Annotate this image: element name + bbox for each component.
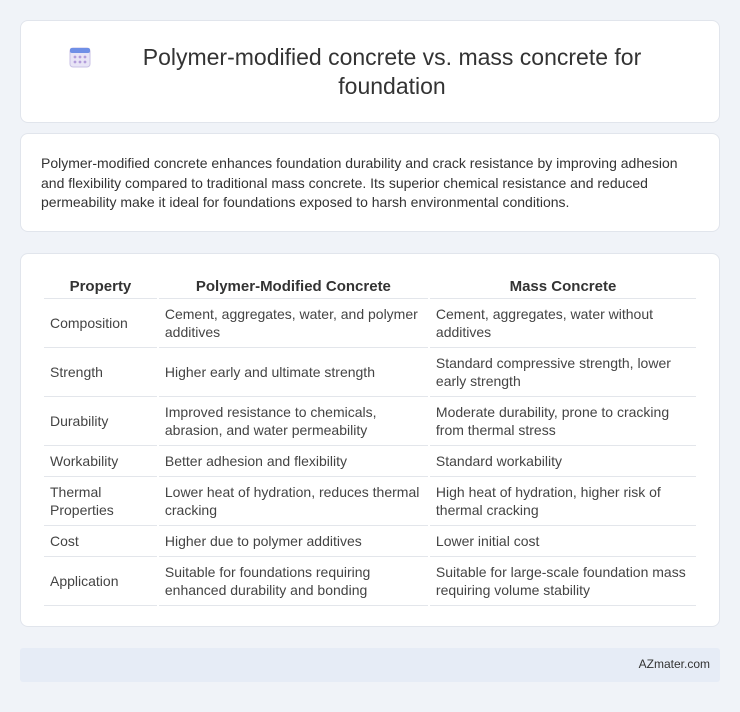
table-row bbox=[44, 557, 696, 606]
table-row bbox=[44, 299, 696, 348]
cell-mass: Standard workability bbox=[430, 446, 696, 477]
comparison-table bbox=[42, 273, 698, 606]
column-header-polymer-modified: Polymer-Modified Concrete bbox=[159, 273, 428, 299]
cell-mass: High heat of hydration, higher risk of thermal cracking bbox=[430, 477, 696, 526]
footer-bar bbox=[20, 648, 720, 682]
comparison-table-card bbox=[20, 253, 720, 627]
cell-property: Thermal Properties bbox=[44, 477, 157, 526]
column-header-property: Property bbox=[44, 273, 157, 299]
cell-polymer: Lower heat of hydration, reduces thermal cracking bbox=[159, 477, 428, 526]
title-wrap bbox=[60, 43, 680, 101]
cell-property: Cost bbox=[44, 526, 157, 557]
cell-mass: Standard compressive strength, lower early strength bbox=[430, 348, 696, 397]
cell-mass: Moderate durability, prone to cracking from thermal stress bbox=[430, 397, 696, 446]
cell-mass: Lower initial cost bbox=[430, 526, 696, 557]
page-title: Polymer-modified concrete vs. mass concrete for foundation bbox=[142, 43, 642, 99]
cell-property: Composition bbox=[44, 299, 157, 348]
cell-polymer: Better adhesion and flexibility bbox=[159, 446, 428, 477]
cell-polymer: Improved resistance to chemicals, abrasion, and water permeability bbox=[159, 397, 428, 446]
table-header-row bbox=[44, 273, 696, 299]
cell-polymer: Higher early and ultimate strength bbox=[159, 348, 428, 397]
cell-polymer: Cement, aggregates, water, and polymer additives bbox=[159, 299, 428, 348]
cell-property: Strength bbox=[44, 348, 157, 397]
cell-property: Durability bbox=[44, 397, 157, 446]
table-row bbox=[44, 477, 696, 526]
cell-mass: Cement, aggregates, water without additives bbox=[430, 299, 696, 348]
title-card bbox=[20, 20, 720, 123]
table-row bbox=[44, 446, 696, 477]
summary-text: Polymer-modified concrete enhances foundation durability and crack resistance by improving adhesion and flexibility compared to traditional mass concrete. Its superior chemical resistance and reduced permeability make it ideal for foundations exposed to harsh environmental conditions. bbox=[41, 155, 678, 210]
table-row bbox=[44, 526, 696, 557]
table-row bbox=[44, 348, 696, 397]
cell-property: Application bbox=[44, 557, 157, 606]
cell-property: Workability bbox=[44, 446, 157, 477]
cell-polymer: Higher due to polymer additives bbox=[159, 526, 428, 557]
footer-brand: AZmater.com bbox=[638, 657, 710, 671]
cell-polymer: Suitable for foundations requiring enhanced durability and bonding bbox=[159, 557, 428, 606]
column-header-mass-concrete: Mass Concrete bbox=[430, 273, 696, 299]
table-row bbox=[44, 397, 696, 446]
calendar-icon bbox=[68, 45, 92, 69]
cell-mass: Suitable for large-scale foundation mass requiring volume stability bbox=[430, 557, 696, 606]
summary-card bbox=[20, 133, 720, 232]
